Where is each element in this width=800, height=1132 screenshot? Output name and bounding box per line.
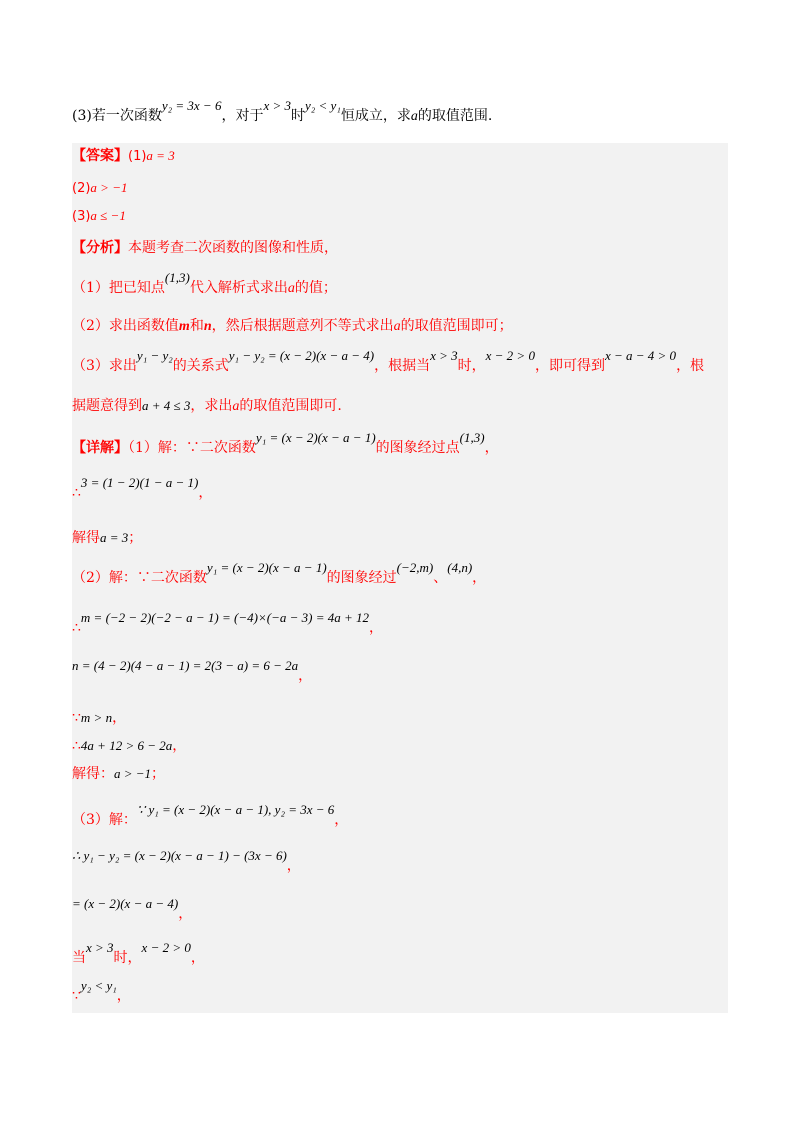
answer-line-1 xyxy=(72,146,175,167)
detail-step-5 xyxy=(72,610,383,638)
analysis-point-2 xyxy=(72,316,513,337)
analysis-label: 【分析】 xyxy=(72,240,128,256)
therefore-symbol: ∴ xyxy=(72,738,81,754)
analysis-point-3-h: ，求出 xyxy=(190,398,233,414)
detail-step-10-a: （3）解： xyxy=(72,812,137,828)
analysis-point-3-a: （3）求出 xyxy=(72,358,137,374)
analysis-point-1-variable: a xyxy=(287,281,295,296)
detail-step-1-c: ， xyxy=(484,440,499,456)
answer-part-2-number: (2) xyxy=(72,181,91,196)
analysis-point-3-i: 的取值范围即可. xyxy=(239,398,342,414)
question-3-text-3: 恒成立，求 xyxy=(340,108,411,124)
answer-part-1-number: (1) xyxy=(128,149,147,164)
detail-step-2-comma: ， xyxy=(198,485,213,501)
detail-step-14-comma: ， xyxy=(116,988,131,1004)
detail-step-13 xyxy=(72,940,205,968)
analysis-point-3-variable: a xyxy=(232,399,240,414)
analysis-point-3-expression-3: x − 2 > 0 xyxy=(485,348,535,363)
detail-step-10 xyxy=(72,802,349,830)
detail-step-13-b: 时， xyxy=(113,950,142,966)
analysis-point-1 xyxy=(72,270,337,299)
detail-step-13-comma: ， xyxy=(190,950,205,966)
analysis-point-3-b: 的关系式 xyxy=(172,358,229,374)
because-symbol: ∵ xyxy=(72,710,81,726)
answer-part-3: a ≤ −1 xyxy=(90,208,126,223)
detail-step-13-condition: x > 3 xyxy=(86,940,114,955)
detail-step-4-point-1: (−2,m) xyxy=(396,560,434,575)
question-3-text-1: ，对于 xyxy=(221,108,264,124)
analysis-intro-text: 本题考查二次函数的图像和性质， xyxy=(128,240,338,256)
detail-step-2-expression: 3 = (1 − 2)(1 − a − 1) xyxy=(80,475,199,490)
detail-step-13-expression: x − 2 > 0 xyxy=(141,940,191,955)
detail-step-4-c: ， xyxy=(472,570,487,586)
detail-step-2 xyxy=(72,475,213,503)
analysis-point-3-expression-2: y₁ − y₂ = (x − 2)(x − a − 4) xyxy=(228,348,375,363)
question-3-variable: a xyxy=(410,109,418,124)
therefore-symbol: ∴ xyxy=(72,485,81,501)
analysis-point-1-a: （1）把已知点 xyxy=(72,280,165,296)
analysis-point-3-condition: x > 3 xyxy=(430,348,458,363)
detail-step-14-expression: y₂ < y₁ xyxy=(80,978,117,993)
question-3-equation: y₂ = 3x − 6 xyxy=(161,98,222,113)
detail-step-6 xyxy=(72,658,313,686)
detail-step-3-b: ； xyxy=(128,530,143,546)
analysis-point-3-f: ，根 xyxy=(676,358,705,374)
detail-step-6-expression: n = (4 − 2)(4 − a − 1) = 2(3 − a) = 6 − 2a xyxy=(72,658,299,673)
detail-step-5-expression: m = (−2 − 2)(−2 − a − 1) = (−4)×(−a − 3) = 4a + 12 xyxy=(80,610,369,625)
answer-part-1: a = 3 xyxy=(146,148,175,163)
detail-step-9-b: ； xyxy=(151,766,166,782)
detail-step-1-function: y₁ = (x − 2)(x − a − 1) xyxy=(255,430,376,445)
detail-step-3-expression: a = 3 xyxy=(100,530,129,545)
answer-label: 【答案】 xyxy=(72,148,128,164)
question-3-condition: x > 3 xyxy=(263,98,291,113)
detail-step-9-expression: a > −1 xyxy=(114,766,152,781)
question-3-text-2: 时 xyxy=(291,108,305,124)
analysis-point-2-m: m xyxy=(178,319,190,334)
analysis-intro xyxy=(72,238,338,258)
detail-step-1 xyxy=(72,430,499,458)
detail-step-8 xyxy=(72,736,186,756)
detail-step-5-comma: ， xyxy=(369,620,383,636)
question-3-text-4: 的取值范围. xyxy=(417,108,493,124)
question-3 xyxy=(72,98,493,127)
because-symbol: ∵ xyxy=(72,988,81,1004)
analysis-point-1-coordinates: (1,3) xyxy=(164,270,190,285)
detail-step-8-comma: ， xyxy=(172,738,187,754)
analysis-point-3-d: 时， xyxy=(457,358,486,374)
analysis-point-3 xyxy=(72,348,705,376)
answer-part-2: a > −1 xyxy=(90,180,128,195)
detail-label: 【详解】 xyxy=(72,440,128,456)
analysis-point-2-b: ，然后根据题意列不等式求出 xyxy=(211,318,394,334)
detail-step-4 xyxy=(72,560,487,588)
detail-step-11 xyxy=(72,848,301,876)
detail-step-12 xyxy=(72,896,193,924)
detail-step-4-separator: 、 xyxy=(433,570,448,586)
answer-line-2 xyxy=(72,178,127,199)
detail-step-4-b: 的图象经过 xyxy=(326,570,397,586)
question-3-inequality: y₂ < y₁ xyxy=(305,98,341,113)
analysis-point-2-and: 和 xyxy=(189,318,204,334)
detail-step-12-expression: = (x − 2)(x − a − 4) xyxy=(72,896,179,911)
detail-step-6-comma: ， xyxy=(298,668,313,684)
question-3-prefix: (3)若一次函数 xyxy=(72,108,162,124)
detail-step-1-b: 的图象经过点 xyxy=(375,440,460,456)
detail-step-11-comma: ， xyxy=(286,858,301,874)
detail-step-13-a: 当 xyxy=(72,950,86,966)
detail-step-9 xyxy=(72,764,165,784)
detail-step-10-expression: ∵ y₁ = (x − 2)(x − a − 1), y₂ = 3x − 6 xyxy=(136,802,335,817)
detail-step-4-function: y₁ = (x − 2)(x − a − 1) xyxy=(206,560,327,575)
analysis-point-1-c: 的值； xyxy=(294,280,337,296)
detail-step-8-expression: 4a + 12 > 6 − 2a xyxy=(80,738,173,753)
analysis-point-3-continued xyxy=(72,396,342,417)
detail-step-9-a: 解得： xyxy=(72,766,114,782)
analysis-point-3-c: ，根据当 xyxy=(374,358,431,374)
analysis-point-1-b: 代入解析式求出 xyxy=(189,280,288,296)
detail-step-10-comma: ， xyxy=(334,812,349,828)
analysis-point-3-expression-4: x − a − 4 > 0 xyxy=(604,348,677,363)
detail-step-14 xyxy=(72,978,131,1006)
analysis-point-2-variable: a xyxy=(393,319,401,334)
detail-step-7 xyxy=(72,708,126,728)
answer-part-3-number: (3) xyxy=(72,209,91,224)
detail-step-12-comma: ， xyxy=(178,906,193,922)
analysis-point-3-expression-5: a + 4 ≤ 3 xyxy=(142,398,191,413)
detail-step-11-expression: ∴ y₁ − y₂ = (x − 2)(x − a − 1) − (3x − 6) xyxy=(72,848,287,863)
detail-step-7-comma: ， xyxy=(112,710,127,726)
therefore-symbol: ∴ xyxy=(72,620,81,636)
analysis-point-3-e: ，即可得到 xyxy=(534,358,605,374)
detail-step-4-point-2: (4,n) xyxy=(447,560,473,575)
analysis-point-2-a: （2）求出函数值 xyxy=(72,318,179,334)
answer-line-3 xyxy=(72,206,126,227)
detail-step-3 xyxy=(72,528,142,548)
detail-step-1-point: (1,3) xyxy=(459,430,485,445)
detail-step-4-a: （2）解：∵二次函数 xyxy=(72,570,207,586)
detail-step-3-a: 解得 xyxy=(72,530,100,546)
analysis-point-2-c: 的取值范围即可； xyxy=(400,318,513,334)
detail-step-1-a: （1）解：∵二次函数 xyxy=(128,440,256,456)
analysis-point-2-n: n xyxy=(203,319,212,334)
detail-step-7-expression: m > n xyxy=(80,710,113,725)
analysis-point-3-g: 据题意得到 xyxy=(72,398,142,414)
analysis-point-3-expression-1: y₁ − y₂ xyxy=(136,348,173,363)
